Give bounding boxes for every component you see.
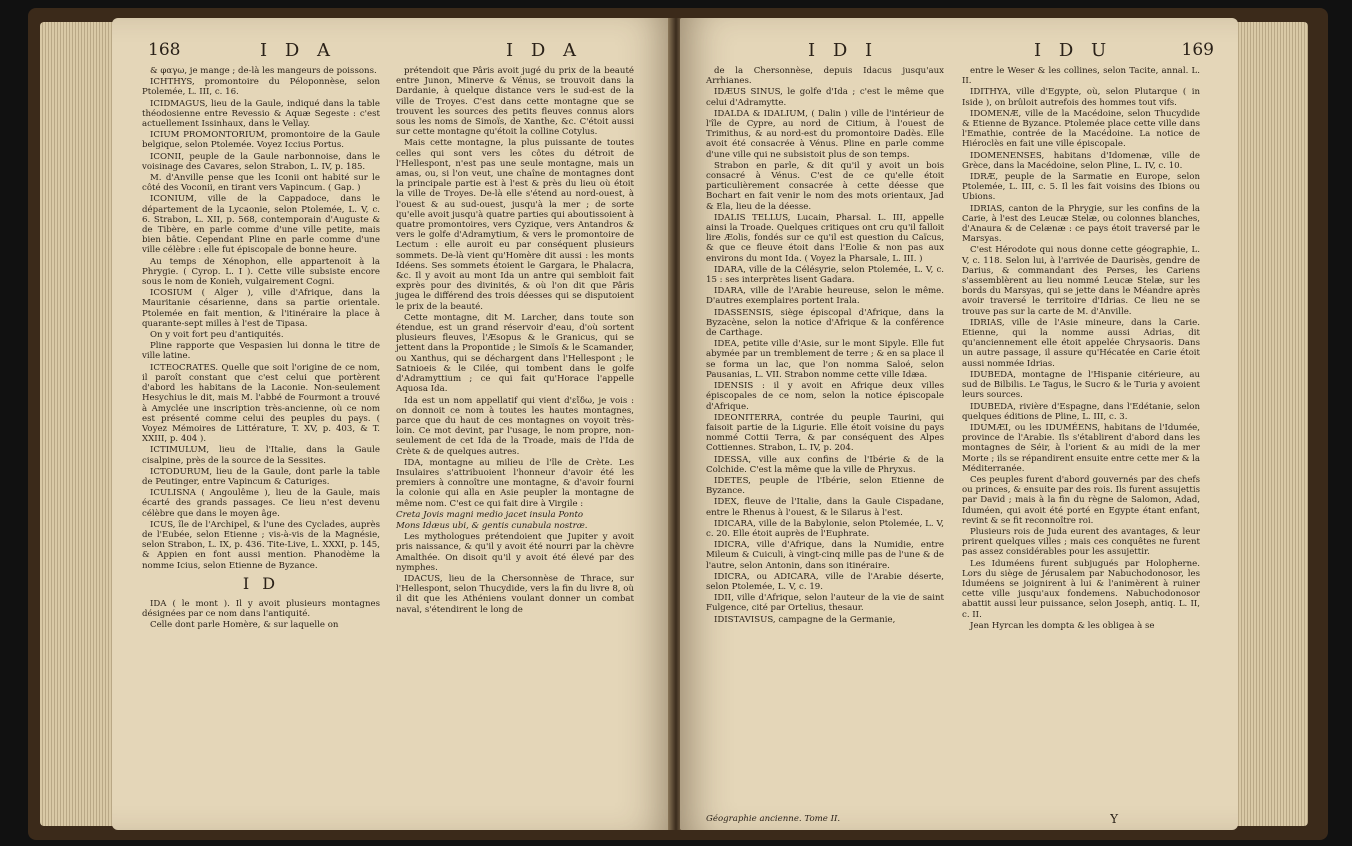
right-page (680, 18, 1238, 830)
entry: ICULISNA ( Angoulême ), lieu de la Gaule, mais écarté des grands passages. Ce lieu n'est devenu célèbre que dans le moyen âge. (142, 488, 380, 519)
entry: ICTEOCRATES. Quelle que soit l'origine de ce nom, il paroît constant que c'est celui que portèrent d'abord les habitans de la Laconie. Non-seulement Hesychius le dit, mais M. l'abbé de Fourmont a trouvé à Amyclée une inscription très-ancienne, où ce nom est présenté comme celui des peuples du pays. ( Voyez Mémoires de Littérature, T. XV, p. 403, & T. XXIII, p. 404 ). (142, 362, 380, 445)
entry: & φαγω, je mange ; de-là les mangeurs de poissons. (150, 66, 377, 76)
entry: IDARA, ville de la Célésyrie, selon Ptolemée, L. V, c. 15 : ses interprètes lisent Gadara. (706, 264, 944, 286)
signature-mark: Y (1110, 812, 1118, 826)
left-page (112, 18, 672, 830)
entry: IDRIAS, ville de l'Asie mineure, dans la Carie. Etienne, qui la nomme aussi Adrias, dit qu'anciennement elle étoit appelée Chrysaoris. Dans un autre passage, il assure qu'Hécatée en Carie étoit aussi nommée Idrias. (962, 317, 1200, 369)
entry: Les Iduméens furent subjugués par Holopherne. Lors du siège de Jérusalem par Nabuchodonosor, les Iduméens se joignirent à lui & l'animèrent à ruiner cette ville jusqu'aux fondemens. Nabuchodonosor abattit aussi leur puissance, selon Joseph, antiq. L. II, c. II. (962, 558, 1200, 620)
text-column-right-1 (706, 66, 944, 626)
entry: Mais cette montagne, la plus puissante de toutes celles qui sont vers les côtes du détroit de l'Hellespont, n'est pas une seule montagne, mais un amas, ou, si l'on veut, une chaîne de montagnes dont la principale partie est à l'est & près du lieu où étoit la ville de Troyes. De-là elle s'étend au nord-ouest, à l'ouest & au sud-ouest, jusqu'à la mer ; de sorte qu'elle avoit jusqu'à quatre parties qui aboutissoient à quatre promontoires, vers Cyzique, vers Antandros & vers le golfe d'Adramytium, & vers le promontoire de Lectum : elle auroit eu par conséquent plusieurs sommets. De-là vient qu'Homère dit aussi : les monts Idéens. Ses sommets étoient le Gargara, le Phalacra, &c. Il y avoit au mont Ida un antre qui sembloit fait exprès pour des divinités, & où l'on dit que Pâris jugea le différend des trois déesses qui se disputoient le prix de la beauté. (396, 138, 634, 312)
running-head: I D U (1034, 40, 1113, 61)
entry: IDA ( le mont ). Il y avoit plusieurs montagnes désignées par ce nom dans l'antiquité. (142, 598, 380, 620)
entry: Pline rapporte que Vespasien lui donna le titre de ville latine. (142, 341, 380, 362)
entry: IDESSA, ville aux confins de l'Ibérie & de la Colchide. C'est la même que la ville de Phryxus. (706, 454, 944, 475)
entry: ICHTHYS, promontoire du Péloponnèse, selon Ptolemée, L. III, c. 16. (142, 77, 380, 98)
entry: ICONIUM, ville de la Cappadoce, dans le département de la Lycaonie, selon Ptolemée, L. V, c. 6. Strabon, L. XII, p. 568, contemporain d'Auguste & de Tibère, en parle comme d'une ville petite, mais bien bâtie. Cependant Pline en parle comme d'une ville célèbre : elle fut épiscopale de bonne heure. (142, 194, 380, 256)
page-number: 168 (148, 40, 181, 60)
entry: ICTODURUM, lieu de la Gaule, dont parle la table de Peutinger, entre Vapincum & Caturiges. (142, 466, 380, 487)
entry: Plusieurs rois de Juda eurent des avantages, & leur prirent quelques villes ; mais ces conquêtes ne furent pas assez considérables pour les assujettir. (962, 526, 1200, 558)
entry: de la Chersonnèse, depuis Idacus jusqu'aux Arrhianes. (706, 66, 944, 87)
entry: entre le Weser & les collines, selon Tacite, annal. L. II. (962, 66, 1200, 87)
entry: Les mythologues prétendoient que Jupiter y avoit pris naissance, & qu'il y avoit été nourri par la chèvre Amalthée. On disoit qu'il y avoit été élevé par des nymphes. (396, 532, 634, 573)
entry: IDUBEDA, montagne de l'Hispanie citérieure, au sud de Bilbilis. Le Tagus, le Sucro & le Turia y avoient leurs sources. (962, 369, 1200, 401)
entry: IDALDA & IDALIUM, ( Dalin ) ville de l'intérieur de l'île de Cypre, au nord de Citium, à l'ouest de Trimithus, & au nord-est du promontoire Dadès. Elle avoit été consacrée à Vénus. Pline en parle comme d'une ville qui ne subsistoit plus de son temps. (706, 108, 944, 160)
entry: IDA, montagne au milieu de l'île de Crète. Les Insulaires s'attribuoient l'honneur d'avoir été les premiers à connoître une montagne, & d'avoir fourni la colonie qui alla en Asie peupler la montagne de même nom. C'est ce qui fait dire à Virgile : (396, 457, 634, 509)
entry: IDUMÆI, ou les IDUMÉENS, habitans de l'Idumée, province de l'Arabie. Ils s'établirent d'abord dans les montagnes de Séir, à l'orient & au midi de la mer Morte ; ils se répandirent ensuite entre cette mer & la Méditerranée. (962, 422, 1200, 474)
text-column-left-1 (142, 66, 380, 632)
text-column-left-2 (396, 66, 634, 616)
entry: IDARA, ville de l'Arabie heureuse, selon le même. D'autres exemplaires portent Irala. (706, 286, 944, 307)
entry: C'est Hérodote qui nous donne cette géographie, L. V, c. 118. Selon lui, à l'arrivée de Daurisès, gendre de Darius, & commandant des Perses, les Cariens s'assemblèrent au lieu nommé Leucæ Stelæ, sur les bords du Marsyas, qui se jette dans le Méandre après avoir traversé le territoire d'Idrias. Ce lieu ne se trouve pas sur la carte de M. d'Anville. (962, 245, 1200, 317)
entry: IDITHYA, ville d'Egypte, où, selon Plutarque ( in Iside ), on brûloit autrefois des hommes tout vifs. (962, 87, 1200, 108)
entry: ICTIMULUM, lieu de l'Italie, dans la Gaule cisalpine, près de la source de la Sessites. (142, 445, 380, 466)
entry: Strabon en parle, & dit qu'il y avoit un bois consacré à Vénus. C'est de ce qu'elle étoit particulièrement consacrée à cette déesse que Bochart en fait venir le nom des mots orientaux, Jad & Ela, lieu de la déesse. (706, 160, 944, 212)
entry: Ces peuples furent d'abord gouvernés par des chefs ou princes, & ensuite par des rois. Ils furent assujettis par David ; mais à la fin du règne de Salomon, Adad, Iduméen, qui avoit été porté en Egypte étant enfant, revint & se fit reconnoître roi. (962, 474, 1200, 526)
verse-quote: Creta Jovis magni medio jacet insula Ponto (396, 509, 584, 520)
entry: On y voit fort peu d'antiquités. (150, 330, 284, 341)
entry: ICONII, peuple de la Gaule narbonnoise, dans le voisinage des Cavares, selon Strabon, L. IV, p. 185. (142, 151, 380, 172)
entry: IDISTAVISUS, campagne de la Germanie, (714, 614, 896, 625)
entry: IDOMENÆ, ville de la Macédoine, selon Thucydide & Etienne de Byzance. Ptolemée place cette ville dans l'Emathie, contrée de la Macédoine. La notice de Hiéroclès en fait une ville épiscopale. (962, 108, 1200, 150)
entry: IDACUS, lieu de la Chersonnèse de Thrace, sur l'Hellespont, selon Thucydide, vers la fin du livre 8, où il dit que les Athéniens voulant donner un combat naval, s'étendirent le long de (396, 573, 634, 615)
entry: IDRÆ, peuple de la Sarmatie en Europe, selon Ptolemée, L. III, c. 5. Il les fait voisins des Ibions ou Ubions. (962, 172, 1200, 203)
entry: IDII, ville d'Afrique, selon l'auteur de la vie de saint Fulgence, cité par Ortelius, thesaur. (706, 593, 944, 614)
entry: IDRIAS, canton de la Phrygie, sur les confins de la Carie, à l'est des Leucæ Stelæ, ou colonnes blanches, d'Anaura & de Celænæ : ce pays étoit traversé par le Marsyas. (962, 203, 1200, 245)
text-column-right-2 (962, 66, 1200, 632)
entry: IDOMENENSES, habitans d'Idomenæ, ville de Grèce, dans la Macédoine, selon Pline, L. IV, c. 10. (962, 150, 1200, 171)
running-head: I D A (506, 40, 582, 61)
page-edges-left (40, 22, 114, 826)
entry: IDETES, peuple de l'Ibérie, selon Etienne de Byzance. (706, 475, 944, 497)
verse-quote: Mons Idæus ubi, & gentis cunabula nostræ. (396, 520, 588, 531)
running-head: I D I (808, 40, 879, 61)
entry: M. d'Anville pense que les Iconii ont habité sur le côté des Voconii, en tirant vers Vapincum. ( Gap. ) (142, 173, 380, 194)
entry: Au temps de Xénophon, elle appartenoit à la Phrygie. ( Cyrop. L. I ). Cette ville subsiste encore sous le nom de Konieh, vulgairement Cogni. (142, 256, 380, 288)
entry: prétendoit que Pâris avoit jugé du prix de la beauté entre Junon, Minerve & Vénus, se trouvoit dans la Dardanie, à quelque distance vers le sud-est de la ville de Troyes. C'est dans cette montagne que se trouvent les sources des petits fleuves connus alors sous les noms de Simoïs, de Xanthe, &c. C'étoit aussi sur cette montagne qu'étoit la colline Cotylus. (396, 66, 634, 138)
entry: Celle dont parle Homère, & sur laquelle on (150, 620, 339, 631)
entry: IDUBEDA, rivière d'Espagne, dans l'Edétanie, selon quelques éditions de Pline, L. III, c. 3. (962, 401, 1200, 422)
entry: IDEA, petite ville d'Asie, sur le mont Sipyle. Elle fut abymée par un tremblement de terre ; & en sa place il se forma un lac, que l'on nomma Saloé, selon Pausanias, L. VII. Strabon nomme cette ville Idæa. (706, 339, 944, 380)
entry: IDEONITERRA, contrée du peuple Taurini, qui faisoit partie de la Ligurie. Elle étoit voisine du pays nommé Cottii Terra, & par conséquent des Alpes Cottiennes. Strabon, L. IV, p. 204. (706, 412, 944, 454)
entry: ICUS, île de l'Archipel, & l'une des Cyclades, auprès de l'Eubée, selon Etienne ; vis-à-vis de la Magnésie, selon Strabon, L. IX, p. 436. Tite-Live, L. XXXI, p. 145, & Appien en font aussi mention. Phanodème la nomme Icius, selon Etienne de Byzance. (142, 519, 380, 571)
page-edges-right (1236, 22, 1308, 826)
entry: ICIDMAGUS, lieu de la Gaule, indiqué dans la table théodosienne entre Revessio & Aquæ Segeste : c'est actuellement Issinhaux, dans le Vellay. (142, 98, 380, 130)
entry: IDEX, fleuve de l'Italie, dans la Gaule Cispadane, entre le Rhenus à l'ouest, & le Silarus à l'est. (706, 497, 944, 518)
entry: IDASSENSIS, siège épiscopal d'Afrique, dans la Byzacène, selon la notice d'Afrique & la conférence de Carthage. (706, 307, 944, 339)
entry: IDENSIS : il y avoit en Afrique deux villes épiscopales de ce nom, selon la notice épiscopale d'Afrique. (706, 381, 944, 412)
right-header (716, 40, 1214, 64)
left-header (148, 40, 648, 64)
entry: IDICARA, ville de la Babylonie, selon Ptolemée, L. V, c. 20. Elle étoit auprès de l'Euphrate. (706, 518, 944, 539)
page-footer: Géographie ancienne. Tome II. (706, 814, 841, 824)
entry: ICOSIUM ( Alger ), ville d'Afrique, dans la Mauritanie césarienne, dans sa partie orientale. Ptolemée en fait mention, & l'itinéraire la place à quarante-sept milles à l'est de Tipasa. (142, 288, 380, 329)
entry: IDICRA, ville d'Afrique, dans la Numidie, entre Mileum & Cuiculi, à vingt-cinq mille pas de l'une & de l'autre, selon Antonin, dans son itinéraire. (706, 540, 944, 571)
page-number: 169 (1181, 40, 1214, 60)
entry: Jean Hyrcan les dompta & les obligea à se (970, 620, 1155, 631)
running-head: I D A (260, 40, 336, 61)
entry: Cette montagne, dit M. Larcher, dans toute son étendue, est un grand réservoir d'eau, d'où sortent plusieurs fleuves, l'Æsopus & le Granicus, qui se jettent dans la Propontide ; le Simoïs & le Scamander, ou Xanthus, qui se déchargent dans l'Hellespont ; le Satnioeis & le Cilée, qui tombent dans le golfe d'Adramyttium ; ce qui fait qu'Horace l'appelle Aquosa Ida. (396, 312, 634, 395)
entry: IDICRA, ou ADICARA, ville de l'Arabie déserte, selon Ptolemée, L. V, c. 19. (706, 571, 944, 592)
section-title: I D (242, 573, 280, 593)
entry: IDÆUS SINUS, le golfe d'Ida ; c'est le même que celui d'Adramytte. (706, 87, 944, 108)
entry: IDALIS TELLUS, Lucain, Pharsal. L. III, appelle ainsi la Troade. Quelques critiques ont cru qu'il falloit lire Æolis, fondés sur ce qu'il est question du Caïcus, & que ce fleuve étoit dans l'Eolie & non pas aux environs du mont Ida. ( Voyez la Pharsale, L. III. ) (706, 212, 944, 264)
entry: ICIUM PROMONTORIUM, promontoire de la Gaule belgique, selon Ptolemée. Voyez Iccius Portus. (142, 130, 380, 151)
entry: Ida est un nom appellatif qui vient d'εἴδω, je vois : on donnoit ce nom à toutes les hautes montagnes, parce que du haut de ces montagnes on voyoit très-loin. Ce mot devint, par l'usage, le nom propre, non-seulement de cet Ida de la Troade, mais de l'Ida de Crète & de quelques autres. (396, 395, 634, 457)
